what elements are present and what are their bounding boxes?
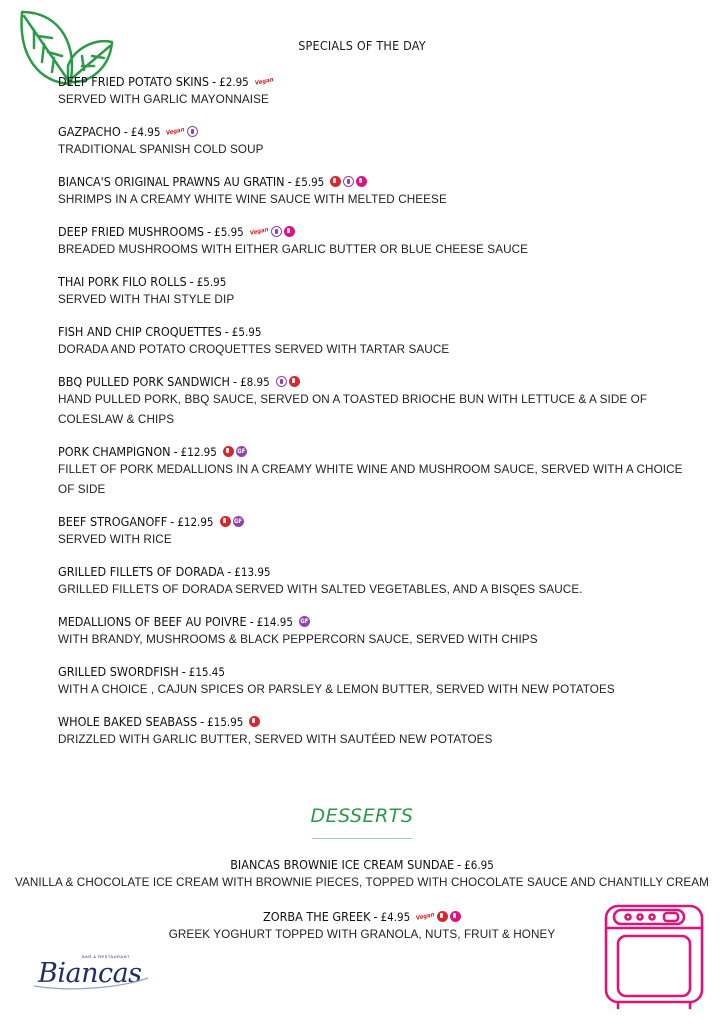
item-description: GREEK YOGHURT TOPPED WITH GRANOLA, NUTS, FRUIT & HONEY bbox=[168, 928, 556, 941]
menu-item bbox=[58, 173, 698, 210]
menu-item bbox=[58, 443, 698, 500]
item-description: FILLET OF PORK MEDALLIONS IN A CREAMY WHITE WINE AND MUSHROOM SAUCE, SERVED WITH A CHOICE OF SIDE bbox=[58, 463, 683, 496]
menu-item bbox=[58, 563, 698, 600]
item-name: DEEP FRIED MUSHROOMS bbox=[58, 223, 205, 239]
item-price: £5.95 bbox=[231, 324, 262, 339]
item-price: £14.95 bbox=[256, 614, 293, 629]
milk-icon bbox=[330, 176, 341, 187]
gluten-free-icon: GF bbox=[300, 618, 309, 625]
desserts-divider bbox=[312, 838, 412, 839]
price-separator: - bbox=[224, 323, 229, 339]
menu-item bbox=[58, 273, 698, 310]
menu-item bbox=[58, 123, 698, 160]
item-heading bbox=[58, 613, 698, 630]
item-heading bbox=[58, 273, 698, 290]
menu-item bbox=[58, 513, 698, 550]
item-name: MEDALLIONS OF BEEF AU POIVRE bbox=[58, 613, 247, 629]
item-description: BREADED MUSHROOMS WITH EITHER GARLIC BUTTER OR BLUE CHEESE SAUCE bbox=[58, 243, 529, 256]
allergen-icons bbox=[220, 516, 244, 527]
price-separator: - bbox=[207, 223, 212, 239]
milk-icon bbox=[223, 446, 234, 457]
page-title: SPECIALS OF THE DAY bbox=[298, 38, 426, 53]
item-description: DORADA AND POTATO CROQUETTES SERVED WITH TARTAR SAUCE bbox=[58, 343, 450, 356]
menu-item bbox=[58, 223, 698, 260]
price-separator: - bbox=[227, 563, 232, 579]
allergen-icons bbox=[254, 75, 274, 87]
vegan-tag-icon: Vegan bbox=[415, 910, 436, 922]
logo-swoosh-icon bbox=[30, 952, 150, 992]
allergen-icons bbox=[223, 446, 247, 457]
price-separator: - bbox=[123, 123, 128, 139]
allergen-icons bbox=[249, 716, 260, 727]
item-heading bbox=[58, 173, 698, 190]
item-name: THAI PORK FILO ROLLS bbox=[58, 273, 187, 289]
gluten-free-icon: GF bbox=[237, 448, 246, 455]
egg-icon bbox=[284, 226, 295, 237]
item-heading bbox=[58, 713, 698, 730]
item-price: £5.95 bbox=[294, 174, 325, 189]
item-name: FISH AND CHIP CROQUETTES bbox=[58, 323, 222, 339]
vegan-tag-icon: Vegan bbox=[249, 225, 269, 237]
item-heading bbox=[58, 123, 698, 140]
price-separator: - bbox=[212, 73, 217, 89]
item-price: £6.95 bbox=[464, 857, 494, 872]
fish-icon bbox=[249, 716, 260, 727]
item-name: BBQ PULLED PORK SANDWICH bbox=[58, 373, 230, 389]
item-name: DEEP FRIED POTATO SKINS bbox=[58, 73, 210, 89]
vegan-tag-icon: Vegan bbox=[254, 75, 274, 87]
specials-list bbox=[58, 73, 698, 750]
item-price: £5.95 bbox=[196, 274, 227, 289]
sulphites-icon bbox=[276, 376, 287, 387]
item-heading bbox=[58, 663, 698, 680]
price-separator: - bbox=[200, 713, 205, 729]
item-description: GRILLED FILLETS OF DORADA SERVED WITH SALTED VEGETABLES, AND A BISQES SAUCE. bbox=[58, 583, 583, 596]
allergen-icons bbox=[416, 911, 461, 922]
item-price: £2.95 bbox=[219, 74, 249, 89]
item-heading bbox=[58, 373, 698, 390]
item-description: WITH BRANDY, MUSHROOMS & BLACK PEPPERCORN SAUCE, SERVED WITH CHIPS bbox=[58, 633, 538, 646]
allergen-icons bbox=[250, 226, 295, 237]
allergen-icons bbox=[299, 616, 310, 627]
item-heading bbox=[58, 223, 698, 240]
item-description: SERVED WITH GARLIC MAYONNAISE bbox=[58, 93, 269, 106]
item-name: PORK CHAMPIGNON bbox=[58, 443, 171, 459]
price-separator: - bbox=[181, 663, 186, 679]
menu-item bbox=[58, 613, 698, 650]
price-separator: - bbox=[373, 908, 378, 924]
price-separator: - bbox=[287, 173, 292, 189]
item-price: £5.95 bbox=[214, 224, 244, 239]
brand-subtitle: BAR & RESTAURANT bbox=[82, 954, 130, 959]
price-separator: - bbox=[173, 443, 178, 459]
item-name: GRILLED FILLETS OF DORADA bbox=[58, 563, 225, 579]
menu-item bbox=[58, 713, 698, 750]
menu-item bbox=[58, 373, 698, 430]
price-separator: - bbox=[233, 373, 238, 389]
item-description: SERVED WITH THAI STYLE DIP bbox=[58, 293, 235, 306]
item-price: £4.95 bbox=[130, 124, 161, 139]
item-name: BIANCAS BROWNIE ICE CREAM SUNDAE bbox=[230, 856, 455, 872]
item-description: VANILLA & CHOCOLATE ICE CREAM WITH BROWNIE PIECES, TOPPED WITH CHOCOLATE SAUCE AND CHANTILLY CREAM bbox=[14, 876, 710, 889]
allergen-icons bbox=[166, 126, 198, 137]
sulphites-icon bbox=[343, 176, 354, 187]
menu-item bbox=[58, 323, 698, 360]
crustaceans-icon bbox=[356, 176, 367, 187]
item-name: BEEF STROGANOFF bbox=[58, 513, 168, 529]
item-description: SERVED WITH RICE bbox=[58, 533, 172, 546]
item-name: WHOLE BAKED SEABASS bbox=[58, 713, 198, 729]
item-heading bbox=[58, 323, 698, 340]
desserts-heading: DESSERTS bbox=[310, 805, 414, 827]
item-heading bbox=[58, 73, 698, 90]
brand-name: Biancas bbox=[38, 958, 142, 989]
item-heading bbox=[0, 856, 724, 873]
item-price: £15.95 bbox=[207, 714, 244, 729]
milk-icon bbox=[220, 516, 231, 527]
item-price: £12.95 bbox=[177, 514, 214, 529]
sulphites-icon bbox=[271, 226, 282, 237]
item-name: GAZPACHO bbox=[58, 123, 121, 139]
milk-icon bbox=[437, 911, 448, 922]
dessert-item bbox=[0, 856, 724, 893]
item-heading bbox=[58, 513, 698, 530]
item-description: HAND PULLED PORK, BBQ SAUCE, SERVED ON A TOASTED BRIOCHE BUN WITH LETTUCE & A SIDE OF COLESLAW & CHIPS bbox=[58, 393, 648, 426]
milk-icon bbox=[289, 376, 300, 387]
oven-icon bbox=[598, 898, 710, 1010]
brand-logo bbox=[30, 952, 150, 992]
item-price: £12.95 bbox=[180, 444, 217, 459]
item-name: ZORBA THE GREEK bbox=[263, 908, 371, 924]
sulphites-icon bbox=[187, 126, 198, 137]
item-price: £8.95 bbox=[240, 374, 270, 389]
item-price: £15.45 bbox=[188, 664, 225, 679]
menu-item bbox=[58, 73, 698, 110]
price-separator: - bbox=[170, 513, 175, 529]
menu-item bbox=[58, 663, 698, 700]
item-description: SHRIMPS IN A CREAMY WHITE WINE SAUCE WITH MELTED CHEESE bbox=[58, 193, 447, 206]
allergen-icons bbox=[276, 376, 300, 387]
gluten-free-icon: GF bbox=[233, 518, 243, 525]
price-separator: - bbox=[249, 613, 254, 629]
item-description: TRADITIONAL SPANISH COLD SOUP bbox=[58, 143, 264, 156]
price-separator: - bbox=[189, 273, 194, 289]
item-price: £4.95 bbox=[380, 909, 411, 924]
vegan-tag-icon: Vegan bbox=[165, 125, 186, 137]
allergen-icons bbox=[330, 176, 367, 187]
item-name: GRILLED SWORDFISH bbox=[58, 663, 179, 679]
item-name: BIANCA'S ORIGINAL PRAWNS AU GRATIN bbox=[58, 173, 285, 189]
item-description: WITH A CHOICE , CAJUN SPICES OR PARSLEY & LEMON BUTTER, SERVED WITH NEW POTATOES bbox=[58, 683, 615, 696]
nuts-icon bbox=[450, 911, 461, 922]
item-price: £13.95 bbox=[234, 564, 271, 579]
item-description: DRIZZLED WITH GARLIC BUTTER, SERVED WITH SAUTÉED NEW POTATOES bbox=[58, 733, 493, 746]
item-heading bbox=[58, 443, 698, 460]
item-heading bbox=[58, 563, 698, 580]
price-separator: - bbox=[457, 856, 462, 872]
